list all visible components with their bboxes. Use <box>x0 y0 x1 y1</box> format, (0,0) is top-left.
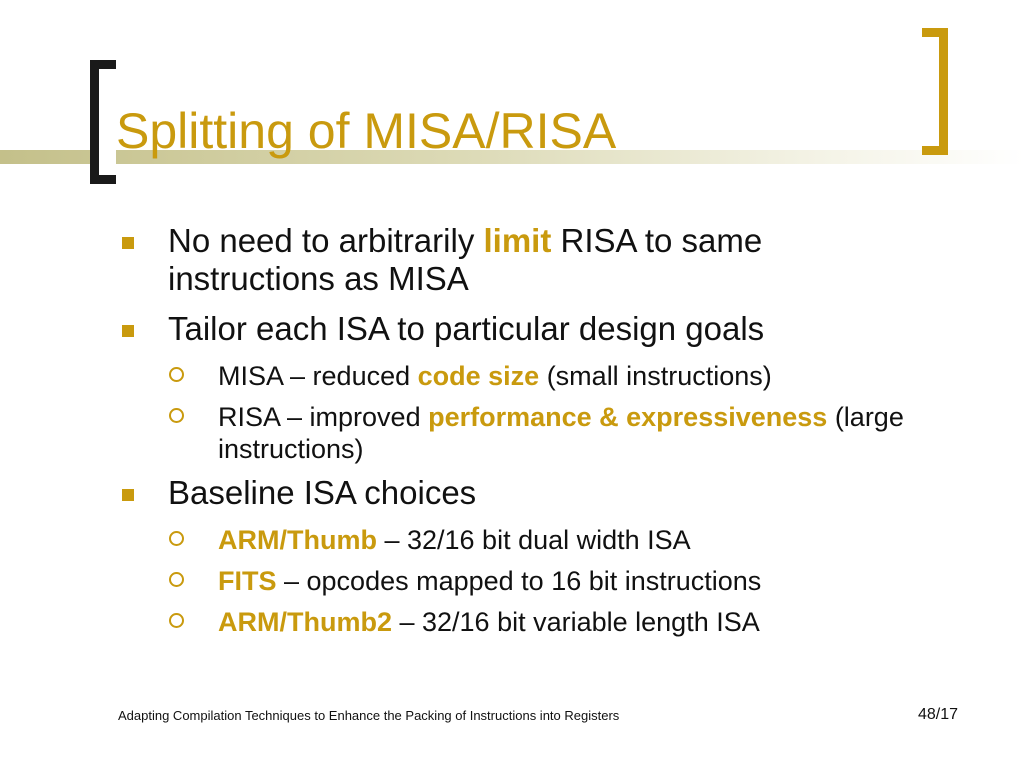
bullet-item <box>0 310 1024 348</box>
bullet-text: (large instructions) <box>218 402 904 464</box>
bullet-text: – opcodes mapped to 16 bit instructions <box>276 566 762 596</box>
bullet-text: (small instructions) <box>539 361 772 391</box>
square-bullet-icon <box>122 325 134 337</box>
bullet-item <box>0 474 1024 512</box>
bullet-text: RISA to same instructions as MISA <box>168 222 763 297</box>
bullet-list <box>0 222 1024 647</box>
sub-bullet-item <box>0 606 1024 638</box>
left-bracket-decoration <box>90 60 116 184</box>
circle-bullet-icon <box>169 408 184 423</box>
highlighted-text: ARM/Thumb <box>218 525 377 555</box>
bullet-text: Baseline ISA choices <box>168 474 477 511</box>
bullet-text: No need to arbitrarily <box>168 222 484 259</box>
circle-bullet-icon <box>169 367 184 382</box>
bullet-text: – 32/16 bit dual width ISA <box>376 525 691 555</box>
sub-bullet-item <box>0 524 1024 556</box>
circle-bullet-icon <box>169 572 184 587</box>
highlighted-text: performance & expressiveness <box>428 402 828 432</box>
highlighted-text: limit <box>483 222 552 259</box>
bullet-text: Tailor each ISA to particular design goals <box>168 310 765 347</box>
highlighted-text: FITS <box>218 566 277 596</box>
bullet-item <box>0 222 1024 298</box>
footer-text: Adapting Compilation Techniques to Enhance the Packing of Instructions into Registers <box>118 708 620 723</box>
bullet-text: – 32/16 bit variable length ISA <box>391 607 760 637</box>
sub-bullet-item <box>0 360 1024 392</box>
square-bullet-icon <box>122 489 134 501</box>
circle-bullet-icon <box>169 531 184 546</box>
sub-bullet-item <box>0 565 1024 597</box>
slide-title: Splitting of MISA/RISA <box>116 103 617 159</box>
bullet-text: MISA – reduced <box>218 361 418 391</box>
sub-bullet-item <box>0 401 1024 465</box>
right-bracket-decoration <box>922 28 948 155</box>
square-bullet-icon <box>122 237 134 249</box>
page-number: 48/17 <box>917 706 958 723</box>
circle-bullet-icon <box>169 613 184 628</box>
bullet-text: RISA – improved <box>218 402 429 432</box>
highlighted-text: ARM/Thumb2 <box>218 607 392 637</box>
highlighted-text: code size <box>417 361 540 391</box>
